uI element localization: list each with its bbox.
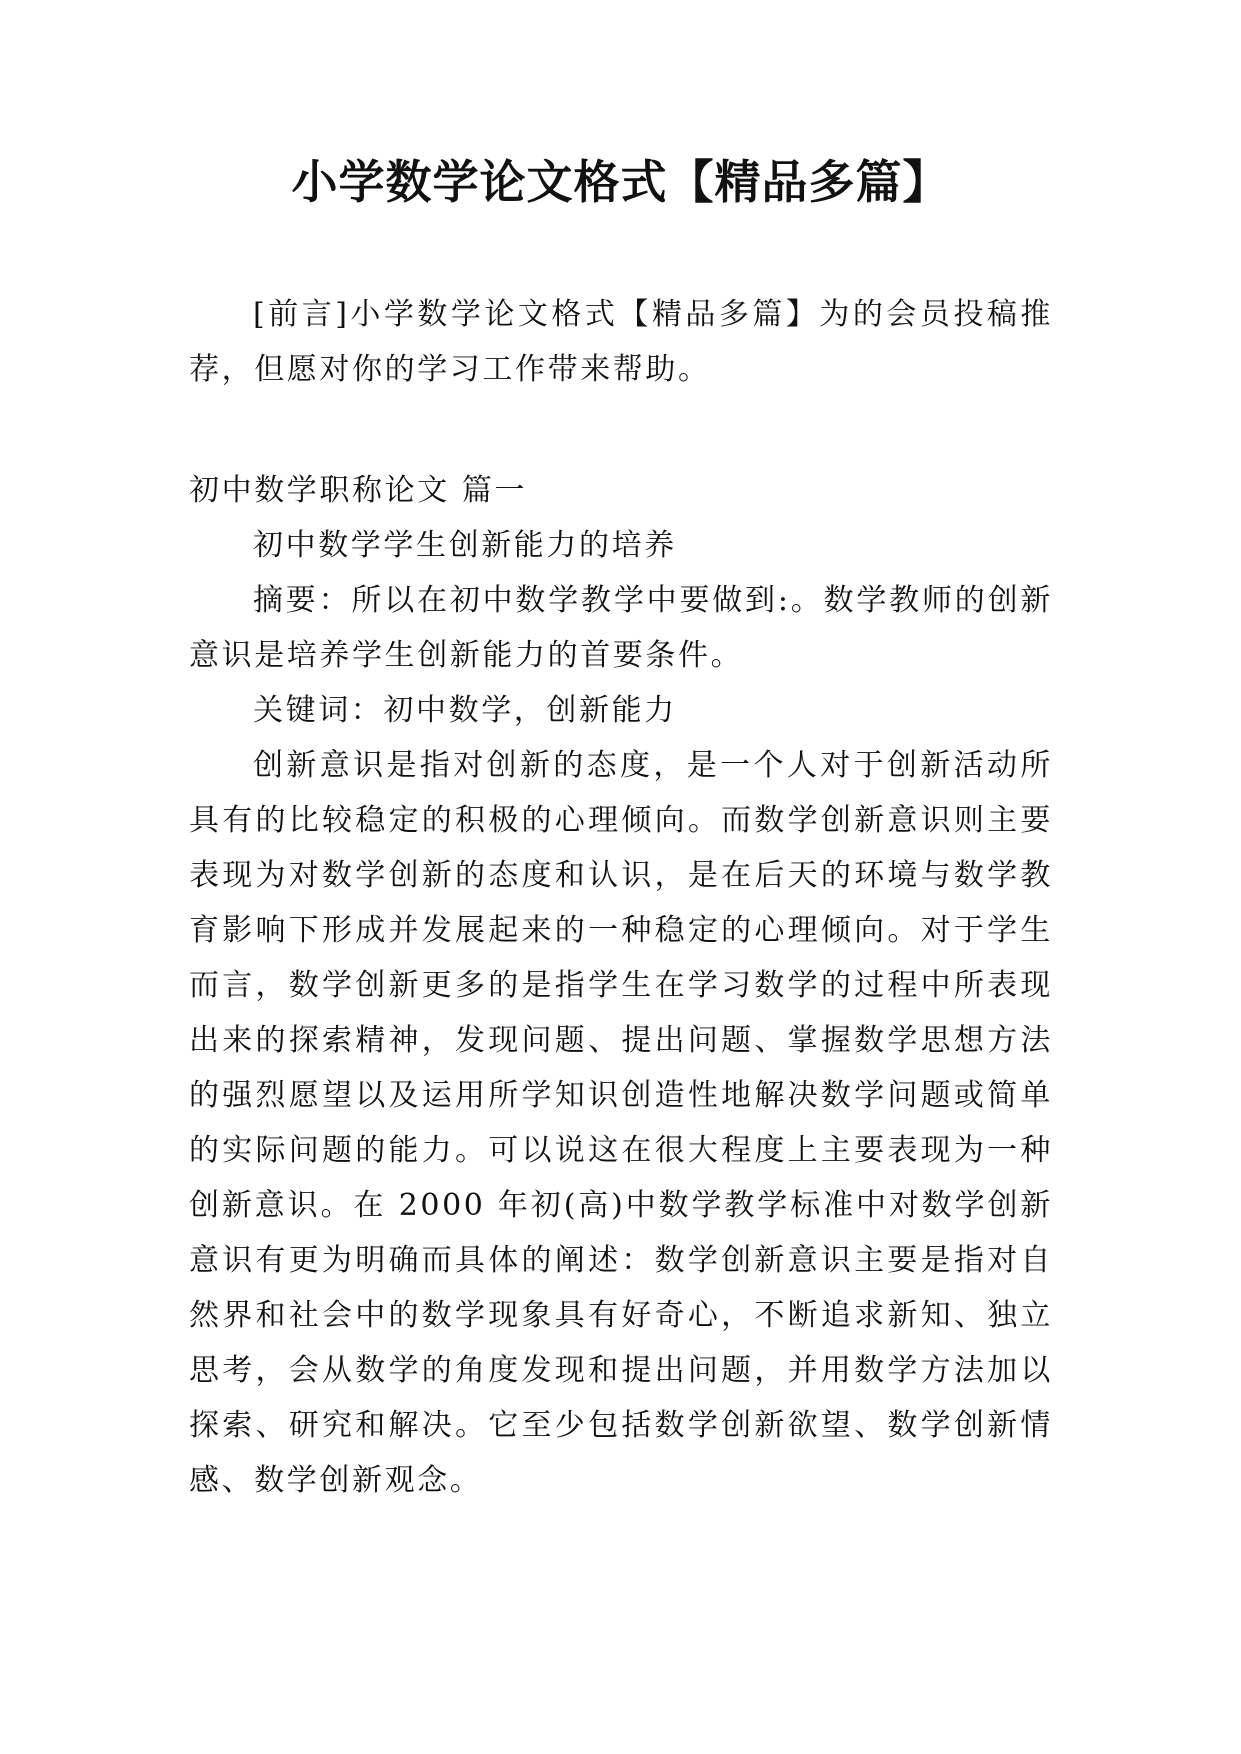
article-title: 初中数学学生创新能力的培养 [253, 528, 677, 563]
abstract-paragraph: 摘要：所以在初中数学教学中要做到:。数学教师的创新意识是培养学生创新能力的首要条件。 [189, 583, 1053, 673]
keywords-line: 关键词：初中数学，创新能力 [253, 693, 677, 728]
document-title: 小学数学论文格式【精品多篇】 [291, 155, 950, 209]
preface-paragraph: [前言]小学数学论文格式【精品多篇】为的会员投稿推荐，但愿对你的学习工作带来帮助。 [189, 297, 1053, 387]
main-paragraph: 创新意识是指对创新的态度，是一个人对于创新活动所具有的比较稳定的积极的心理倾向。而数学创新意识则主要表现为对数学创新的态度和认识，是在后天的环境与数学教育影响下形成并发展起来的一种稳定的心理倾向。对于学生而言，数学创新更多的是指学生在学习数学的过程中所表现出来的探索精神，发现问题、提出问题、掌握数学思想方法的强烈愿望以及运用所学知识创造性地解决数学问题或简单的实际问题的能力。可以说这在很大程度上主要表现为一种创新意识。在 2000 年初(高)中数学教学标准中对数学创新意识有更为明确而具体的阐述：数学创新意识主要是指对自然界和社会中的数学现象具有好奇心，不断追求新知、独立思考，会从数学的角度发现和提出问题，并用数学方法加以探索、研究和解决。它至少包括数学创新欲望、数学创新情感、数学创新观念。 [189, 748, 1053, 1498]
section-heading: 初中数学职称论文 篇一 [189, 473, 528, 508]
